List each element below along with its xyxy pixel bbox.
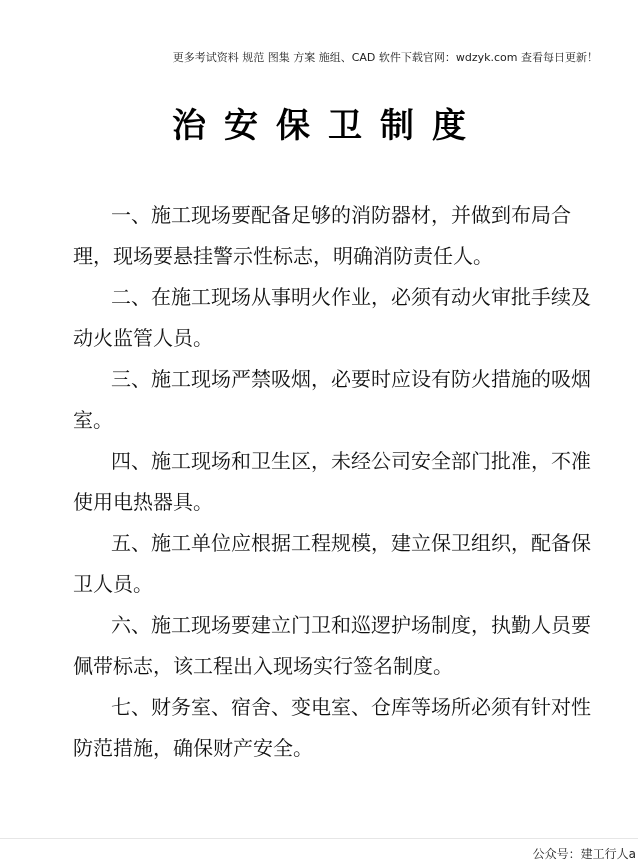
footer-divider <box>0 838 638 839</box>
paragraph-1: 一、施工现场要配备足够的消防器材，并做到布局合理，现场要悬挂警示性标志，明确消防责任人。 <box>73 203 571 268</box>
paragraph-6: 六、施工现场要建立门卫和巡逻护场制度，执勤人员要佩带标志，该工程出入现场实行签名制度。 <box>73 613 591 678</box>
document-body <box>73 195 605 769</box>
paragraph-2: 二、在施工现场从事明火作业，必须有动火审批手续及动火监管人员。 <box>73 285 591 350</box>
paragraph-3: 三、施工现场严禁吸烟，必要时应设有防火措施的吸烟室。 <box>73 367 591 432</box>
footer-watermark: 公众号：建工行人a <box>532 847 636 861</box>
paragraph-5: 五、施工单位应根据工程规模，建立保卫组织，配备保卫人员。 <box>73 531 591 596</box>
header-note: 更多考试资料 规范 图集 方案 施组、CAD 软件下载官网：wdzyk.com 查看每日更新！ <box>172 51 598 64</box>
page-title: 治安保卫制度 <box>172 106 484 146</box>
paragraph-7: 七、财务室、宿舍、变电室、仓库等场所必须有针对性防范措施，确保财产安全。 <box>73 695 591 760</box>
paragraph-4: 四、施工现场和卫生区，未经公司安全部门批准，不准使用电热器具。 <box>73 449 591 514</box>
